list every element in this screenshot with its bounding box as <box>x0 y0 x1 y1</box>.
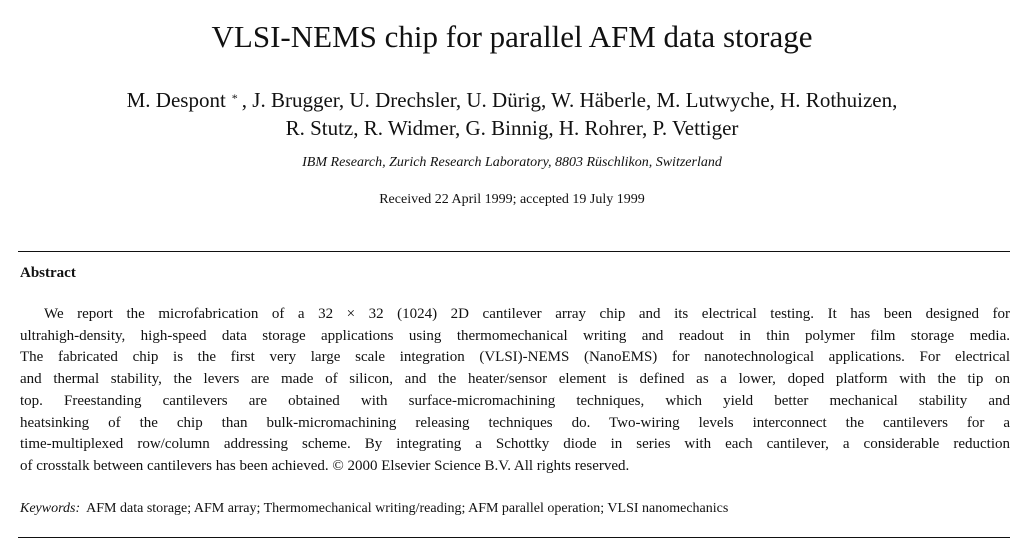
keywords-text: AFM data storage; AFM array; Thermomechanical writing/reading; AFM parallel operation; VLSI nanomechanics <box>86 501 729 516</box>
abstract-line: and thermal stability, the levers are made of silicon, and the heater/sensor element is defined as a lower, doped platform with the tip on <box>20 371 1010 388</box>
abstract-line: ultrahigh-density, high-speed data storage applications using thermomechanical writing and readout in thin polymer film storage media. <box>20 327 1010 344</box>
first-author: M. Despont <box>126 88 226 112</box>
keywords <box>20 500 728 518</box>
abstract-line: of crosstalk between cantilevers has been achieved. © 2000 Elsevier Science B.V. All rights reserved. <box>20 457 630 474</box>
abstract-heading: Abstract <box>20 265 76 281</box>
received-dates: Received 22 April 1999; accepted 19 July 1999 <box>379 192 645 207</box>
abstract-line: We report the microfabrication of a 32 × 32 (1024) 2D cantilever array chip and its electrical testing. It has been designed for <box>44 306 1010 322</box>
abstract-line: top. Freestanding cantilevers are obtained with surface-micromachining techniques, which yield better mechanical stability and <box>20 392 1010 409</box>
abstract-body <box>20 304 1010 478</box>
author-line-2: R. Stutz, R. Widmer, G. Binnig, H. Rohrer, P. Vettiger <box>285 116 739 140</box>
author-line-1 <box>0 86 1024 114</box>
author-list <box>0 86 1024 142</box>
top-divider <box>18 251 1010 252</box>
abstract-line: heatsinking of the chip than bulk-micromachining releasing techniques do. Two-wiring levels interconnect the cantilevers for a <box>20 414 1010 431</box>
co-authors: , J. Brugger, U. Drechsler, U. Dürig, W. Häberle, M. Lutwyche, H. Rothuizen, <box>241 88 898 112</box>
affiliation: IBM Research, Zurich Research Laboratory, 8803 Rüschlikon, Switzerland <box>302 155 722 170</box>
paper-title: VLSI-NEMS chip for parallel AFM data storage <box>211 19 813 54</box>
keywords-label: Keywords: <box>20 501 81 516</box>
abstract-line: The fabricated chip is the first very large scale integration (VLSI)-NEMS (NanoEMS) for nanotechnological applications. For electrical <box>20 349 1010 366</box>
abstract-line: time-multiplexed row/column addressing scheme. By integrating a Schottky diode in series with each cantilever, a considerable reduction <box>20 436 1010 453</box>
bottom-divider <box>18 537 1010 538</box>
corresponding-author-mark: * <box>231 91 238 105</box>
